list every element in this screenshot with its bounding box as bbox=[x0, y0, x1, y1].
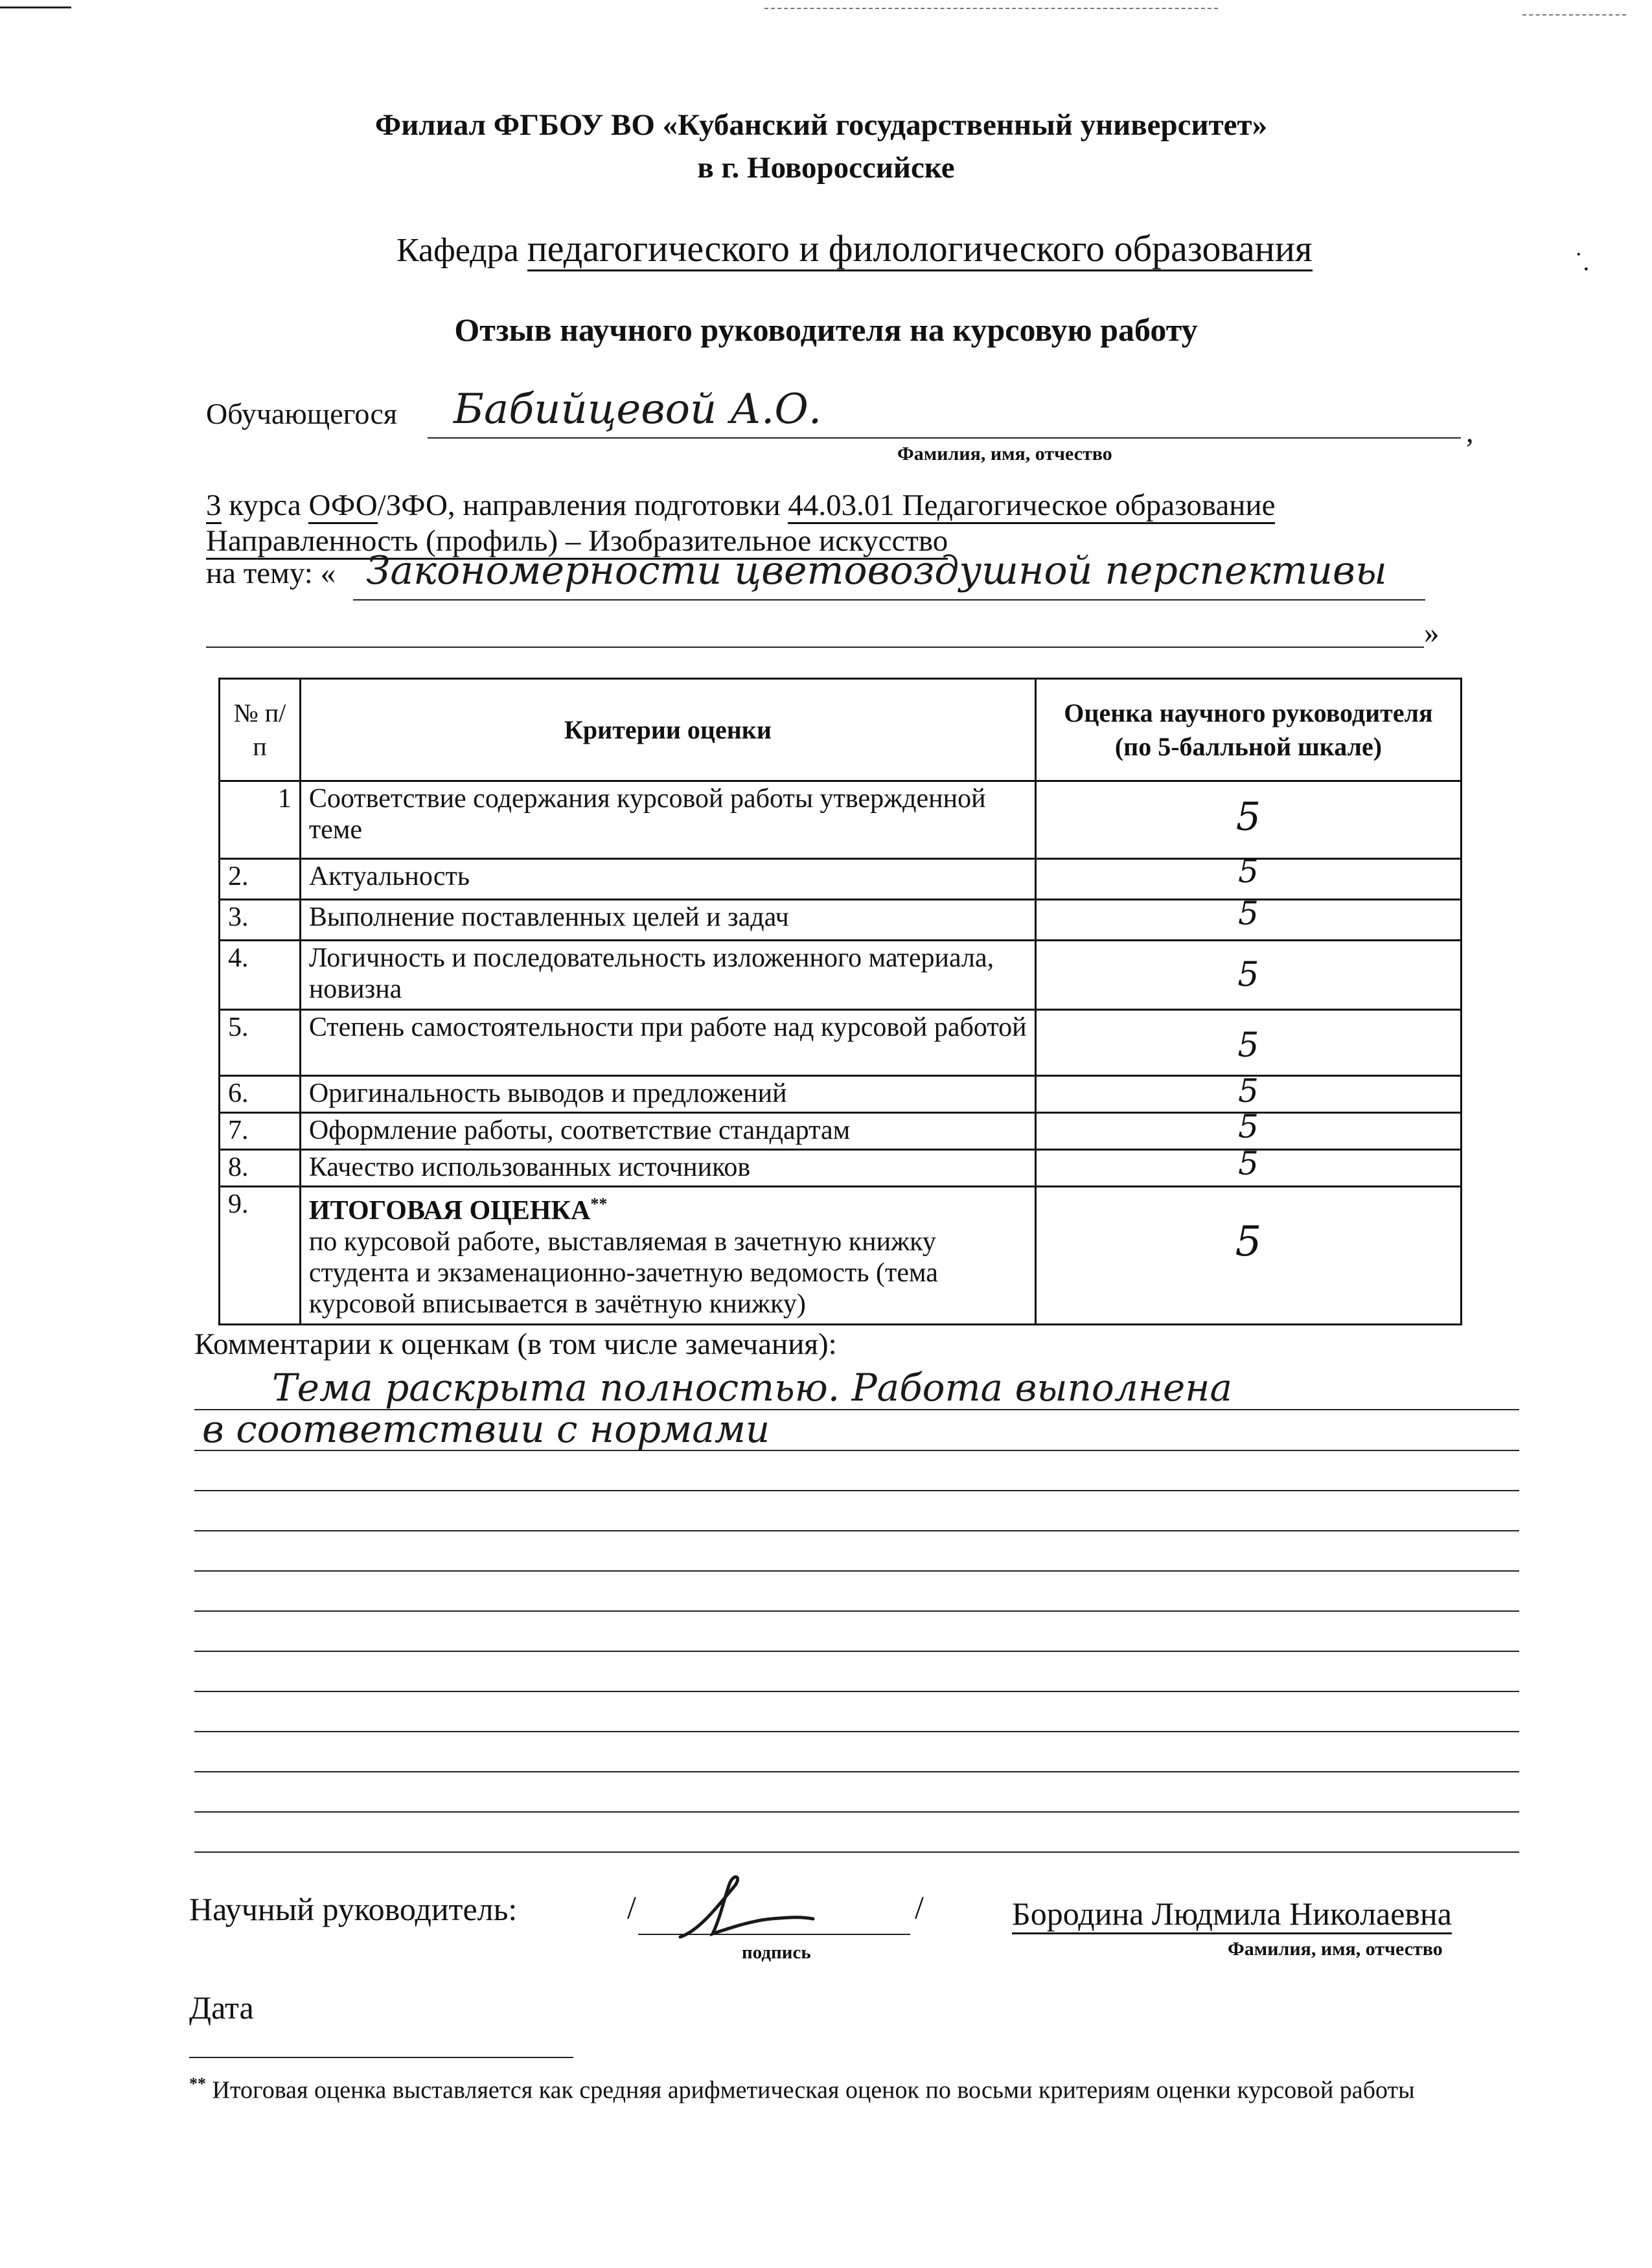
score-value: 5 bbox=[1235, 1218, 1262, 1266]
row-score bbox=[1035, 1108, 1461, 1150]
score-value: 5 bbox=[1238, 1072, 1259, 1110]
score-value: 5 bbox=[1235, 794, 1261, 840]
supervisor-name-caption: Фамилия, имя, отчество bbox=[1228, 1938, 1443, 1960]
comment-rule bbox=[194, 1530, 1519, 1531]
comment-rule bbox=[194, 1651, 1519, 1652]
score-value: 5 bbox=[1238, 1108, 1259, 1145]
row-num: 5. bbox=[220, 1010, 301, 1076]
row-score bbox=[1035, 895, 1461, 941]
student-underline bbox=[428, 437, 1461, 439]
comment-rule bbox=[194, 1771, 1519, 1772]
footnote-text: Итоговая оценка выставляется как средняя арифметическая оценок по восьми критериям оценки курсовой работы bbox=[212, 2076, 1415, 2104]
final-text: по курсовой работе, выставляемая в зачетную книжку студента и экзаменационно-зачетную ведомость (тема курсовой вписывается в зачётную книжку) bbox=[308, 1227, 938, 1319]
row-num: 8. bbox=[220, 1150, 301, 1187]
row-score bbox=[1035, 853, 1461, 900]
student-comma: , bbox=[1466, 415, 1474, 448]
signature-caption: подпись bbox=[742, 1942, 811, 1963]
profile-text: Направленность (профиль) – Изобразительное искусство bbox=[206, 524, 948, 560]
final-title: ИТОГОВАЯ ОЦЕНКА bbox=[308, 1196, 591, 1226]
score-value: 5 bbox=[1238, 853, 1259, 890]
comments-label: Комментарии к оценкам (в том числе замечания): bbox=[194, 1327, 837, 1361]
final-title-line bbox=[309, 1189, 1027, 1226]
row-num: 4. bbox=[220, 941, 301, 1010]
row-score bbox=[1035, 1187, 1461, 1325]
row-score bbox=[1035, 1145, 1461, 1187]
supervisor-name: Бородина Людмила Николаевна bbox=[1012, 1895, 1452, 1934]
score-value: 5 bbox=[1238, 1145, 1259, 1182]
footnote-divider bbox=[189, 2057, 573, 2058]
date-label: Дата bbox=[189, 1989, 254, 2026]
comments-line-2: в соответствии с нормами bbox=[202, 1407, 770, 1451]
row-num: 9. bbox=[220, 1187, 301, 1325]
comment-rule bbox=[194, 1450, 1519, 1451]
signature bbox=[674, 1866, 823, 1950]
row-criterion: Актуальность bbox=[300, 859, 1035, 900]
final-title-mark: ** bbox=[590, 1195, 608, 1213]
score-value: 5 bbox=[1238, 895, 1259, 932]
topic-label: на тему: « bbox=[206, 556, 336, 590]
comment-rule bbox=[194, 1610, 1519, 1612]
row-num: 2. bbox=[220, 859, 301, 900]
table-row bbox=[220, 900, 1462, 941]
topic-underline-2 bbox=[206, 647, 1424, 648]
topic-close: » bbox=[1424, 616, 1440, 650]
row-num: 7. bbox=[220, 1113, 301, 1150]
course-number: 3 bbox=[206, 488, 222, 524]
scan-artifact-line bbox=[0, 6, 71, 8]
signature-slash-left: / bbox=[627, 1889, 636, 1925]
scan-artifact-line bbox=[764, 8, 1218, 9]
row-criterion: Логичность и последовательность изложенного материала, новизна bbox=[300, 941, 1035, 1010]
supervisor-label: Научный руководитель: bbox=[189, 1891, 518, 1927]
row-criterion: Соответствие содержания курсовой работы утвержденной теме bbox=[300, 781, 1035, 859]
table-header-row bbox=[220, 679, 1462, 781]
header-score: Оценка научного руководителя (по 5-балльной шкале) bbox=[1035, 679, 1461, 781]
topic-underline-1 bbox=[353, 599, 1425, 601]
criteria-table bbox=[218, 678, 1462, 1325]
scan-artifact-line bbox=[1522, 14, 1626, 16]
table-row bbox=[220, 781, 1462, 859]
row-score bbox=[1035, 781, 1461, 859]
row-criterion: Качество использованных источников bbox=[300, 1150, 1035, 1187]
row-criterion: Оригинальность выводов и предложений bbox=[300, 1076, 1035, 1113]
department-prefix: Кафедра bbox=[396, 232, 519, 269]
comment-rule bbox=[194, 1731, 1519, 1732]
table-row bbox=[220, 941, 1462, 1010]
row-criterion-final bbox=[300, 1187, 1035, 1325]
header-criteria: Критерии оценки bbox=[300, 679, 1035, 781]
footnote bbox=[189, 2070, 1459, 2105]
comment-rule bbox=[194, 1570, 1519, 1572]
student-label: Обучающегося bbox=[206, 397, 398, 430]
course-direction: 44.03.01 Педагогическое образование bbox=[788, 488, 1275, 524]
row-criterion: Степень самостоятельности при работе над курсовой работой bbox=[300, 1010, 1035, 1076]
table-row bbox=[220, 859, 1462, 900]
table-row bbox=[220, 1076, 1462, 1113]
student-caption: Фамилия, имя, отчество bbox=[897, 443, 1112, 464]
header bbox=[0, 104, 1652, 189]
comment-rule bbox=[194, 1811, 1519, 1813]
course-line bbox=[206, 488, 1275, 523]
table-row bbox=[220, 1150, 1462, 1187]
table-row bbox=[220, 1010, 1462, 1076]
department bbox=[396, 227, 1313, 270]
row-score bbox=[1035, 941, 1461, 1010]
row-num: 1 bbox=[220, 781, 301, 859]
table-row bbox=[220, 1187, 1462, 1325]
row-criterion: Выполнение поставленных целей и задач bbox=[300, 900, 1035, 941]
row-score bbox=[1035, 1072, 1461, 1113]
student-value: Бабийцевой А.О. bbox=[453, 385, 822, 433]
course-form-ofo: ОФО bbox=[308, 488, 377, 524]
signature-slash-right: / bbox=[915, 1889, 924, 1925]
comments-line-1: Тема раскрыта полностью. Работа выполнена bbox=[272, 1366, 1233, 1410]
comment-rule bbox=[194, 1851, 1519, 1853]
table-row bbox=[220, 1113, 1462, 1150]
row-num: 3. bbox=[220, 900, 301, 941]
row-score bbox=[1035, 1010, 1461, 1076]
header-line-1: Филиал ФГБОУ ВО «Кубанский государственный университет» bbox=[374, 108, 1268, 142]
header-line-2: в г. Новороссийске bbox=[697, 151, 955, 185]
course-text: курса bbox=[229, 488, 301, 522]
doc-title: Отзыв научного руководителя на курсовую работу bbox=[454, 312, 1198, 348]
header-num: № п/п bbox=[220, 679, 301, 781]
row-num: 6. bbox=[220, 1076, 301, 1113]
row-criterion: Оформление работы, соответствие стандартам bbox=[300, 1113, 1035, 1150]
score-value: 5 bbox=[1237, 956, 1259, 994]
comment-rule bbox=[194, 1490, 1519, 1491]
mark-dot: ˙. bbox=[1574, 247, 1590, 276]
department-name: педагогического и филологического образования bbox=[527, 227, 1313, 271]
topic-value: Закономерности цветовоздушной перспективы bbox=[366, 548, 1387, 593]
footnote-mark: ** bbox=[189, 2074, 206, 2093]
score-value: 5 bbox=[1237, 1026, 1259, 1065]
comment-rule bbox=[194, 1691, 1519, 1692]
comment-rule bbox=[194, 1409, 1519, 1410]
course-form-zfo: /ЗФО, направления подготовки bbox=[377, 488, 781, 522]
